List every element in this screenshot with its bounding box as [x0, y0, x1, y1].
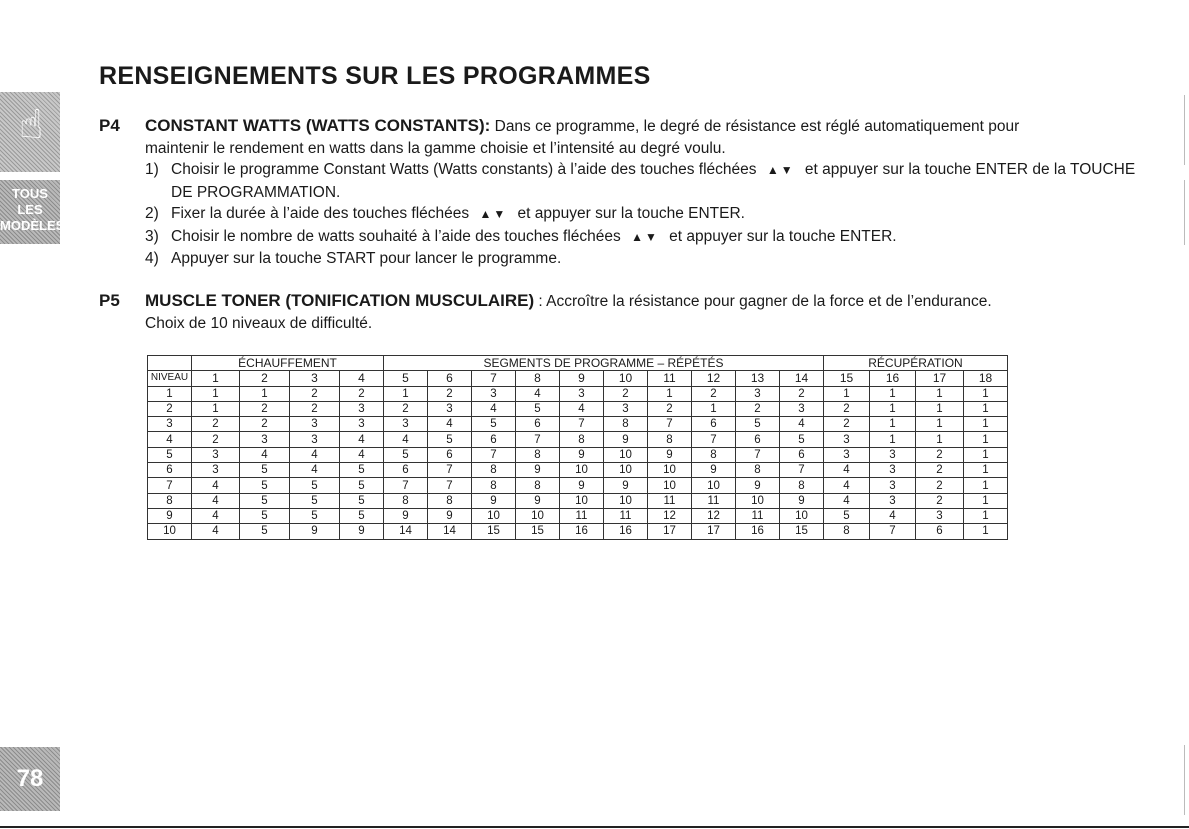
level-cell: 3: [148, 417, 192, 432]
table-cell: 8: [780, 478, 824, 493]
table-cell: 10: [648, 478, 692, 493]
table-cell: 6: [472, 432, 516, 447]
table-cell: 3: [870, 493, 916, 508]
table-cell: 2: [916, 463, 964, 478]
segments-header: SEGMENTS DE PROGRAMME – RÉPÉTÉS: [384, 356, 824, 371]
table-cell: 8: [648, 432, 692, 447]
table-cell: 1: [964, 401, 1008, 416]
table-cell: 1: [192, 401, 240, 416]
table-cell: 5: [340, 493, 384, 508]
table-cell: 6: [516, 417, 560, 432]
table-cell: 10: [560, 463, 604, 478]
column-header: 18: [964, 371, 1008, 386]
table-cell: 4: [340, 432, 384, 447]
hand-pointer-icon: ☝: [19, 102, 44, 148]
table-cell: 7: [384, 478, 428, 493]
table-cell: 8: [824, 524, 870, 539]
table-cell: 9: [290, 524, 340, 539]
level-cell: 9: [148, 508, 192, 523]
table-cell: 11: [692, 493, 736, 508]
table-cell: 2: [916, 493, 964, 508]
side-icon-box: [0, 92, 60, 172]
up-down-arrows-icon: ▲▼: [479, 207, 508, 221]
table-cell: 3: [870, 478, 916, 493]
table-cell: 2: [240, 401, 290, 416]
table-cell: 7: [428, 478, 472, 493]
table-cell: 9: [604, 432, 648, 447]
table-cell: 8: [560, 432, 604, 447]
table-cell: 4: [472, 401, 516, 416]
table-cell: 10: [604, 493, 648, 508]
table-cell: 5: [824, 508, 870, 523]
table-cell: 10: [604, 447, 648, 462]
table-row: [148, 478, 1008, 493]
table-row: [148, 447, 1008, 462]
table-cell: 9: [648, 447, 692, 462]
page-title: RENSEIGNEMENTS SUR LES PROGRAMMES: [99, 62, 651, 90]
table-cell: 5: [340, 508, 384, 523]
column-header: 17: [916, 371, 964, 386]
table-cell: 3: [780, 401, 824, 416]
step-number: 4): [145, 250, 159, 267]
column-header: 13: [736, 371, 780, 386]
table-row: [148, 432, 1008, 447]
level-cell: 5: [148, 447, 192, 462]
cooldown-header: RÉCUPÉRATION: [824, 356, 1008, 371]
table-cell: 1: [824, 386, 870, 401]
table-cell: 4: [428, 417, 472, 432]
table-row: [148, 524, 1008, 539]
table-cell: 17: [648, 524, 692, 539]
table-cell: 9: [736, 478, 780, 493]
table-cell: 12: [648, 508, 692, 523]
table-row: [148, 508, 1008, 523]
table-cell: 4: [290, 447, 340, 462]
table-cell: 9: [780, 493, 824, 508]
up-down-arrows-icon: ▲▼: [766, 163, 795, 177]
table-cell: 8: [384, 493, 428, 508]
column-header: 15: [824, 371, 870, 386]
table-cell: 8: [472, 478, 516, 493]
table-cell: 5: [290, 508, 340, 523]
table-cell: 5: [736, 417, 780, 432]
table-body: [148, 386, 1008, 539]
table-cell: 2: [780, 386, 824, 401]
column-header: 16: [870, 371, 916, 386]
table-cell: 3: [240, 432, 290, 447]
table-cell: 5: [472, 417, 516, 432]
table-cell: 4: [824, 463, 870, 478]
table-cell: 5: [290, 478, 340, 493]
table-cell: 7: [428, 463, 472, 478]
table-row: [148, 401, 1008, 416]
table-cell: 5: [240, 524, 290, 539]
column-header: 11: [648, 371, 692, 386]
table-cell: 15: [516, 524, 560, 539]
side-tab-line-3: MODÈLES: [0, 218, 65, 233]
table-cell: 4: [824, 478, 870, 493]
table-cell: 4: [192, 508, 240, 523]
table-cell: 7: [560, 417, 604, 432]
table-cell: 4: [516, 386, 560, 401]
column-header: 12: [692, 371, 736, 386]
p4-line1: Dans ce programme, le degré de résistance est réglé automatiquement pour: [490, 118, 1020, 135]
table-cell: 1: [964, 447, 1008, 462]
table-cell: 9: [384, 508, 428, 523]
table-cell: 2: [290, 401, 340, 416]
table-cell: 4: [870, 508, 916, 523]
table-cell: 6: [384, 463, 428, 478]
table-cell: 7: [472, 447, 516, 462]
table-cell: 3: [428, 401, 472, 416]
p5-code: P5: [99, 291, 120, 310]
table-cell: 9: [340, 524, 384, 539]
column-header: 10: [604, 371, 648, 386]
table-cell: 3: [192, 447, 240, 462]
table-cell: 16: [604, 524, 648, 539]
table-cell: 2: [192, 417, 240, 432]
table-cell: 9: [560, 478, 604, 493]
table-cell: 2: [824, 401, 870, 416]
level-cell: 1: [148, 386, 192, 401]
column-header-row: [148, 371, 1008, 386]
level-cell: 4: [148, 432, 192, 447]
table-cell: 16: [736, 524, 780, 539]
column-header: 7: [472, 371, 516, 386]
table-cell: 2: [648, 401, 692, 416]
step-text-end: et appuyer sur la touche ENTER de la TOUCHE DE PROGRAMMATION.: [171, 161, 1136, 201]
table-cell: 6: [736, 432, 780, 447]
table-cell: 5: [340, 463, 384, 478]
up-down-arrows-icon: ▲▼: [631, 229, 659, 244]
table-cell: 15: [780, 524, 824, 539]
table-row: [148, 493, 1008, 508]
table-cell: 1: [964, 508, 1008, 523]
table-cell: 2: [736, 401, 780, 416]
table-cell: 11: [604, 508, 648, 523]
table-cell: 7: [736, 447, 780, 462]
table-cell: 3: [870, 463, 916, 478]
table-cell: 8: [736, 463, 780, 478]
blank-header-cell: [148, 356, 192, 371]
step-text: Choisir le nombre de watts souhaité à l’aide des touches fléchées: [171, 227, 621, 245]
table-cell: 3: [340, 401, 384, 416]
table-cell: 8: [472, 463, 516, 478]
table-cell: 4: [290, 463, 340, 478]
table-cell: 10: [472, 508, 516, 523]
table-cell: 6: [428, 447, 472, 462]
step-text: Choisir le programme Constant Watts (Watts constants) à l’aide des touches fléchées: [171, 161, 757, 178]
table-cell: 2: [916, 478, 964, 493]
step-number: 1): [145, 161, 159, 178]
table-cell: 1: [964, 386, 1008, 401]
table-cell: 4: [780, 417, 824, 432]
table-cell: 7: [648, 417, 692, 432]
p4-steps: [145, 159, 1139, 270]
table-cell: 10: [780, 508, 824, 523]
table-cell: 1: [870, 386, 916, 401]
table-cell: 11: [648, 493, 692, 508]
table-cell: 14: [428, 524, 472, 539]
section-p4: [99, 115, 1139, 270]
side-tab-line-2: LES: [17, 202, 43, 217]
table-cell: 1: [916, 432, 964, 447]
table-cell: 4: [192, 524, 240, 539]
table-cell: 2: [428, 386, 472, 401]
margin-mark-bottom: [1184, 745, 1185, 815]
table-cell: 3: [824, 447, 870, 462]
table-cell: 8: [604, 417, 648, 432]
table-cell: 3: [824, 432, 870, 447]
table-cell: 1: [964, 478, 1008, 493]
table-cell: 8: [428, 493, 472, 508]
table-cell: 8: [516, 478, 560, 493]
table-cell: 1: [964, 417, 1008, 432]
table-cell: 3: [290, 417, 340, 432]
table-cell: 1: [870, 417, 916, 432]
table-cell: 1: [964, 524, 1008, 539]
column-header: 4: [340, 371, 384, 386]
column-header: 3: [290, 371, 340, 386]
table-cell: 8: [516, 447, 560, 462]
p4-title: CONSTANT WATTS (WATTS CONSTANTS):: [145, 116, 491, 135]
table-cell: 17: [692, 524, 736, 539]
table-cell: 4: [340, 447, 384, 462]
table-cell: 10: [648, 463, 692, 478]
table-cell: 2: [340, 386, 384, 401]
p4-code: P4: [99, 116, 120, 135]
table-cell: 3: [340, 417, 384, 432]
p4-line2: maintenir le rendement en watts dans la gamme choisie et l’intensité au degré voulu.: [145, 139, 726, 157]
table-cell: 4: [192, 478, 240, 493]
step-text: Fixer la durée à l’aide des touches fléchées: [171, 205, 470, 222]
table-cell: 5: [384, 447, 428, 462]
warmup-header: ÉCHAUFFEMENT: [192, 356, 384, 371]
section-p5: [99, 290, 1139, 334]
step-text-end: et appuyer sur la touche ENTER.: [517, 205, 745, 222]
table-cell: 5: [240, 493, 290, 508]
table-cell: 10: [560, 493, 604, 508]
table-cell: 15: [472, 524, 516, 539]
table-cell: 1: [192, 386, 240, 401]
table-cell: 3: [290, 432, 340, 447]
column-header: 8: [516, 371, 560, 386]
level-label: NIVEAU: [148, 371, 192, 386]
table-cell: 1: [964, 432, 1008, 447]
table-cell: 2: [192, 432, 240, 447]
table-cell: 1: [384, 386, 428, 401]
table-cell: 2: [384, 401, 428, 416]
table-row: [148, 417, 1008, 432]
table-cell: 9: [516, 493, 560, 508]
table-cell: 5: [240, 508, 290, 523]
table-cell: 2: [824, 417, 870, 432]
table-cell: 3: [384, 417, 428, 432]
table-cell: 4: [824, 493, 870, 508]
p5-line2: Choix de 10 niveaux de difficulté.: [145, 314, 373, 332]
p4-step-4: [145, 248, 1139, 270]
table-cell: 5: [428, 432, 472, 447]
column-header: 6: [428, 371, 472, 386]
table-cell: 5: [240, 463, 290, 478]
table-cell: 4: [240, 447, 290, 462]
column-header: 2: [240, 371, 290, 386]
table-cell: 11: [736, 508, 780, 523]
table-cell: 12: [692, 508, 736, 523]
column-header: 9: [560, 371, 604, 386]
table-cell: 7: [780, 463, 824, 478]
margin-mark-top: [1184, 95, 1185, 165]
table-cell: 9: [428, 508, 472, 523]
level-cell: 2: [148, 401, 192, 416]
column-header: 14: [780, 371, 824, 386]
table-cell: 9: [692, 463, 736, 478]
table-cell: 5: [290, 493, 340, 508]
table-cell: 10: [736, 493, 780, 508]
table-cell: 2: [604, 386, 648, 401]
p4-step-1: [145, 159, 1139, 203]
table-cell: 6: [780, 447, 824, 462]
column-header: 1: [192, 371, 240, 386]
table-cell: 1: [870, 432, 916, 447]
table-cell: 1: [916, 417, 964, 432]
table-cell: 1: [916, 386, 964, 401]
table-cell: 4: [192, 493, 240, 508]
table-cell: 4: [560, 401, 604, 416]
table-cell: 1: [692, 401, 736, 416]
table-cell: 9: [604, 478, 648, 493]
table-cell: 3: [604, 401, 648, 416]
table-cell: 16: [560, 524, 604, 539]
table-cell: 1: [964, 463, 1008, 478]
page-number: 78: [0, 747, 60, 811]
table-cell: 10: [692, 478, 736, 493]
level-cell: 6: [148, 463, 192, 478]
p5-title: MUSCLE TONER (TONIFICATION MUSCULAIRE): [145, 291, 535, 310]
table-cell: 1: [240, 386, 290, 401]
table-cell: 9: [516, 463, 560, 478]
table-cell: 8: [692, 447, 736, 462]
table-cell: 10: [604, 463, 648, 478]
table-cell: 3: [736, 386, 780, 401]
bottom-rule: [0, 826, 1189, 828]
table-cell: 1: [916, 401, 964, 416]
table-cell: 11: [560, 508, 604, 523]
table-cell: 6: [916, 524, 964, 539]
table-cell: 1: [870, 401, 916, 416]
step-number: 3): [145, 227, 159, 245]
resistance-level-table: [147, 355, 1008, 540]
step-text-end: et appuyer sur la touche ENTER.: [669, 227, 897, 245]
table-cell: 9: [472, 493, 516, 508]
table-cell: 3: [870, 447, 916, 462]
table-cell: 5: [240, 478, 290, 493]
table-cell: 2: [916, 447, 964, 462]
step-number: 2): [145, 205, 159, 222]
table-cell: 4: [384, 432, 428, 447]
table-cell: 2: [240, 417, 290, 432]
table-cell: 6: [692, 417, 736, 432]
all-models-tab: [0, 180, 65, 244]
level-cell: 8: [148, 493, 192, 508]
table-cell: 5: [780, 432, 824, 447]
group-header-row: [148, 356, 1008, 371]
side-tab-line-1: TOUS: [12, 186, 48, 201]
table-cell: 9: [560, 447, 604, 462]
p5-line1: : Accroître la résistance pour gagner de la force et de l’endurance.: [534, 293, 992, 310]
table-cell: 3: [472, 386, 516, 401]
level-cell: 10: [148, 524, 192, 539]
table-cell: 1: [964, 493, 1008, 508]
table-cell: 7: [692, 432, 736, 447]
table-row: [148, 386, 1008, 401]
table-cell: 7: [870, 524, 916, 539]
table-cell: 7: [516, 432, 560, 447]
table-cell: 1: [648, 386, 692, 401]
margin-mark-middle: [1184, 180, 1185, 245]
table-cell: 2: [290, 386, 340, 401]
table-cell: 5: [340, 478, 384, 493]
p4-step-3: [145, 226, 1139, 249]
table-cell: 3: [916, 508, 964, 523]
table-cell: 2: [692, 386, 736, 401]
table-cell: 10: [516, 508, 560, 523]
level-cell: 7: [148, 478, 192, 493]
table-cell: 5: [516, 401, 560, 416]
table-row: [148, 463, 1008, 478]
table-cell: 3: [192, 463, 240, 478]
table-cell: 14: [384, 524, 428, 539]
table-cell: 3: [560, 386, 604, 401]
step-text: Appuyer sur la touche START pour lancer le programme.: [171, 250, 562, 267]
column-header: 5: [384, 371, 428, 386]
p4-step-2: [145, 203, 1139, 226]
